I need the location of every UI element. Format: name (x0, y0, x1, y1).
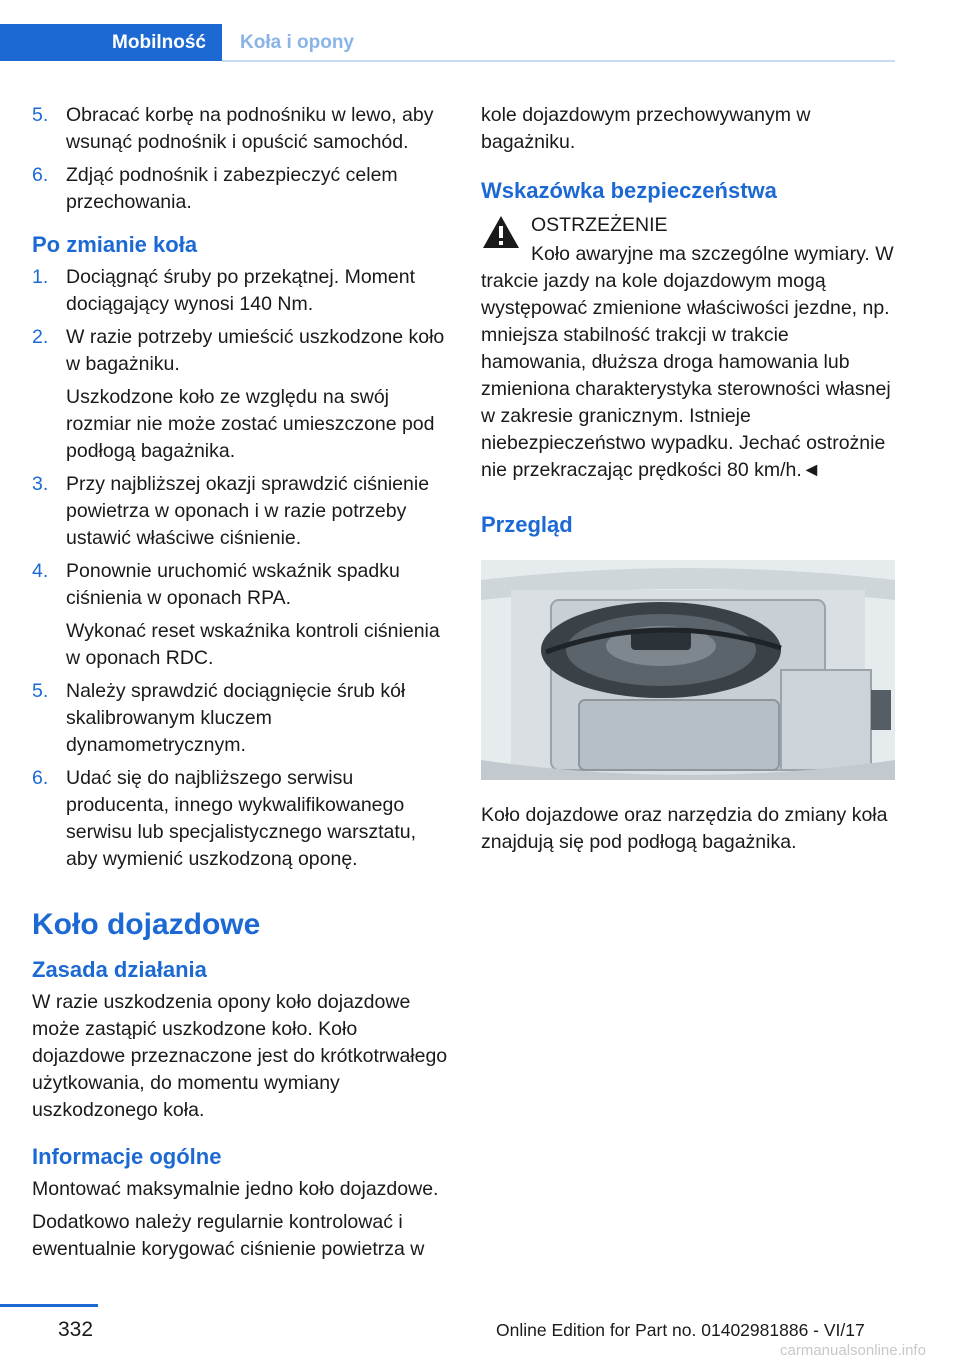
edition-text: Online Edition for Part no. 01402981886 - VI/17 (496, 1320, 865, 1340)
list-item (32, 102, 448, 156)
step-number: 5. (32, 680, 49, 702)
section-title: Koło dojazdowe (32, 908, 261, 941)
steps-list-a (32, 102, 448, 216)
list-item (32, 678, 448, 759)
step-text: Ponownie uruchomić wskaźnik spadku ciśnienia w oponach RPA. (66, 560, 400, 609)
heading-po-zmianie-kola: Po zmianie koła (32, 232, 198, 257)
step-text: Zdjąć podnośnik i zabezpieczyć celem przechowania. (66, 164, 398, 213)
list-item (32, 264, 448, 318)
paragraph-general-1: Montować maksymalnie jedno koło dojazdowe. (32, 1178, 439, 1200)
step-text: Udać się do najbliższego serwisu producenta, innego wykwalifikowanego serwisu lub specjalistycznego warsztatu, aby wymienić uszkodzoną oponę. (66, 767, 417, 870)
step-number: 6. (32, 767, 49, 789)
list-item (32, 765, 448, 873)
page-number: 332 (58, 1318, 94, 1341)
heading-wskazowka: Wskazówka bezpieczeństwa (481, 178, 777, 203)
step-number: 1. (32, 266, 49, 288)
list-item (32, 471, 448, 552)
list-item (32, 558, 448, 672)
steps-list-b (32, 264, 448, 873)
header-divider (222, 60, 895, 62)
step-text: Przy najbliższej okazji sprawdzić ciśnienie powietrza w oponach i w razie potrzeby ustawić właściwe ciśnienie. (66, 473, 430, 549)
header-tabs (0, 24, 895, 61)
footer-accent-line (0, 1304, 98, 1307)
step-text: Należy sprawdzić dociągnięcie śrub kół skalibrowanym kluczem dynamometrycznym. (66, 680, 406, 756)
step-number: 6. (32, 164, 49, 186)
warning-block (481, 212, 897, 239)
paragraph-general-2: Dodatkowo należy regularnie kontrolować i ewentualnie korygować ciśnienie powietrza w (32, 1211, 425, 1260)
warning-label: OSTRZEŻENIE (531, 214, 668, 236)
paragraph-principle: W razie uszkodzenia opony koło dojazdowe może zastąpić uszkodzone koło. Koło dojazdowe przeznaczone jest do krótkotrwałego użytkowania, do momentu wymiany uszkodzonego koła. (32, 991, 448, 1121)
warning-triangle-icon (481, 214, 521, 250)
heading-przeglad: Przegląd (481, 512, 573, 537)
step-text: Obracać korbę na podnośniku w lewo, aby wsunąć podnośnik i opuścić samochód. (66, 104, 434, 153)
step-number: 2. (32, 326, 49, 348)
tab-mobilnosc[interactable]: Mobilność (0, 24, 222, 61)
list-item (32, 162, 448, 216)
step-subtext: Uszkodzone koło ze względu na swój rozmiar nie może zostać umieszczone pod podłogą bagażnika. (66, 386, 435, 462)
left-column (32, 102, 448, 1269)
step-text: Dociągnąć śruby po przekątnej. Moment dociągający wynosi 140 Nm. (66, 266, 416, 315)
step-subtext: Wykonać reset wskaźnika kontroli ciśnienia w oponach RDC. (66, 620, 440, 669)
tab-kola-i-opony[interactable]: Koła i opony (240, 32, 354, 53)
right-column (481, 102, 897, 862)
step-number: 5. (32, 104, 49, 126)
step-number: 3. (32, 473, 49, 495)
watermark: carmanualsonline.info (780, 1342, 926, 1359)
figure-caption: Koło dojazdowe oraz narzędzia do zmiany koła znajdują się pod podłogą bagażnika. (481, 804, 888, 853)
list-item (32, 324, 448, 465)
warning-text: Koło awaryjne ma szczególne wymiary. W trakcie jazdy na kole dojazdowym mogą występować zmienione właściwości jezdne, np. mniejsza stabilność trakcji w trakcie hamowania, dłuższa droga hamowania lub zmieniona charakterystyka sterowności własnej w zakresie granicznym. Istnieje niebezpieczeństwo wypadku. Jechać ostrożnie nie przekraczając prędkości 80 km/h.◄ (481, 243, 894, 481)
step-text: W razie potrzeby umieścić uszkodzone koło w bagażniku. (66, 326, 445, 375)
trunk-spare-wheel-illustration (481, 560, 895, 780)
step-number: 4. (32, 560, 49, 582)
heading-zasada-dzialania: Zasada działania (32, 957, 207, 982)
heading-informacje-ogolne: Informacje ogólne (32, 1144, 222, 1169)
paragraph-continued: kole dojazdowym przechowywanym w bagażniku. (481, 104, 811, 153)
